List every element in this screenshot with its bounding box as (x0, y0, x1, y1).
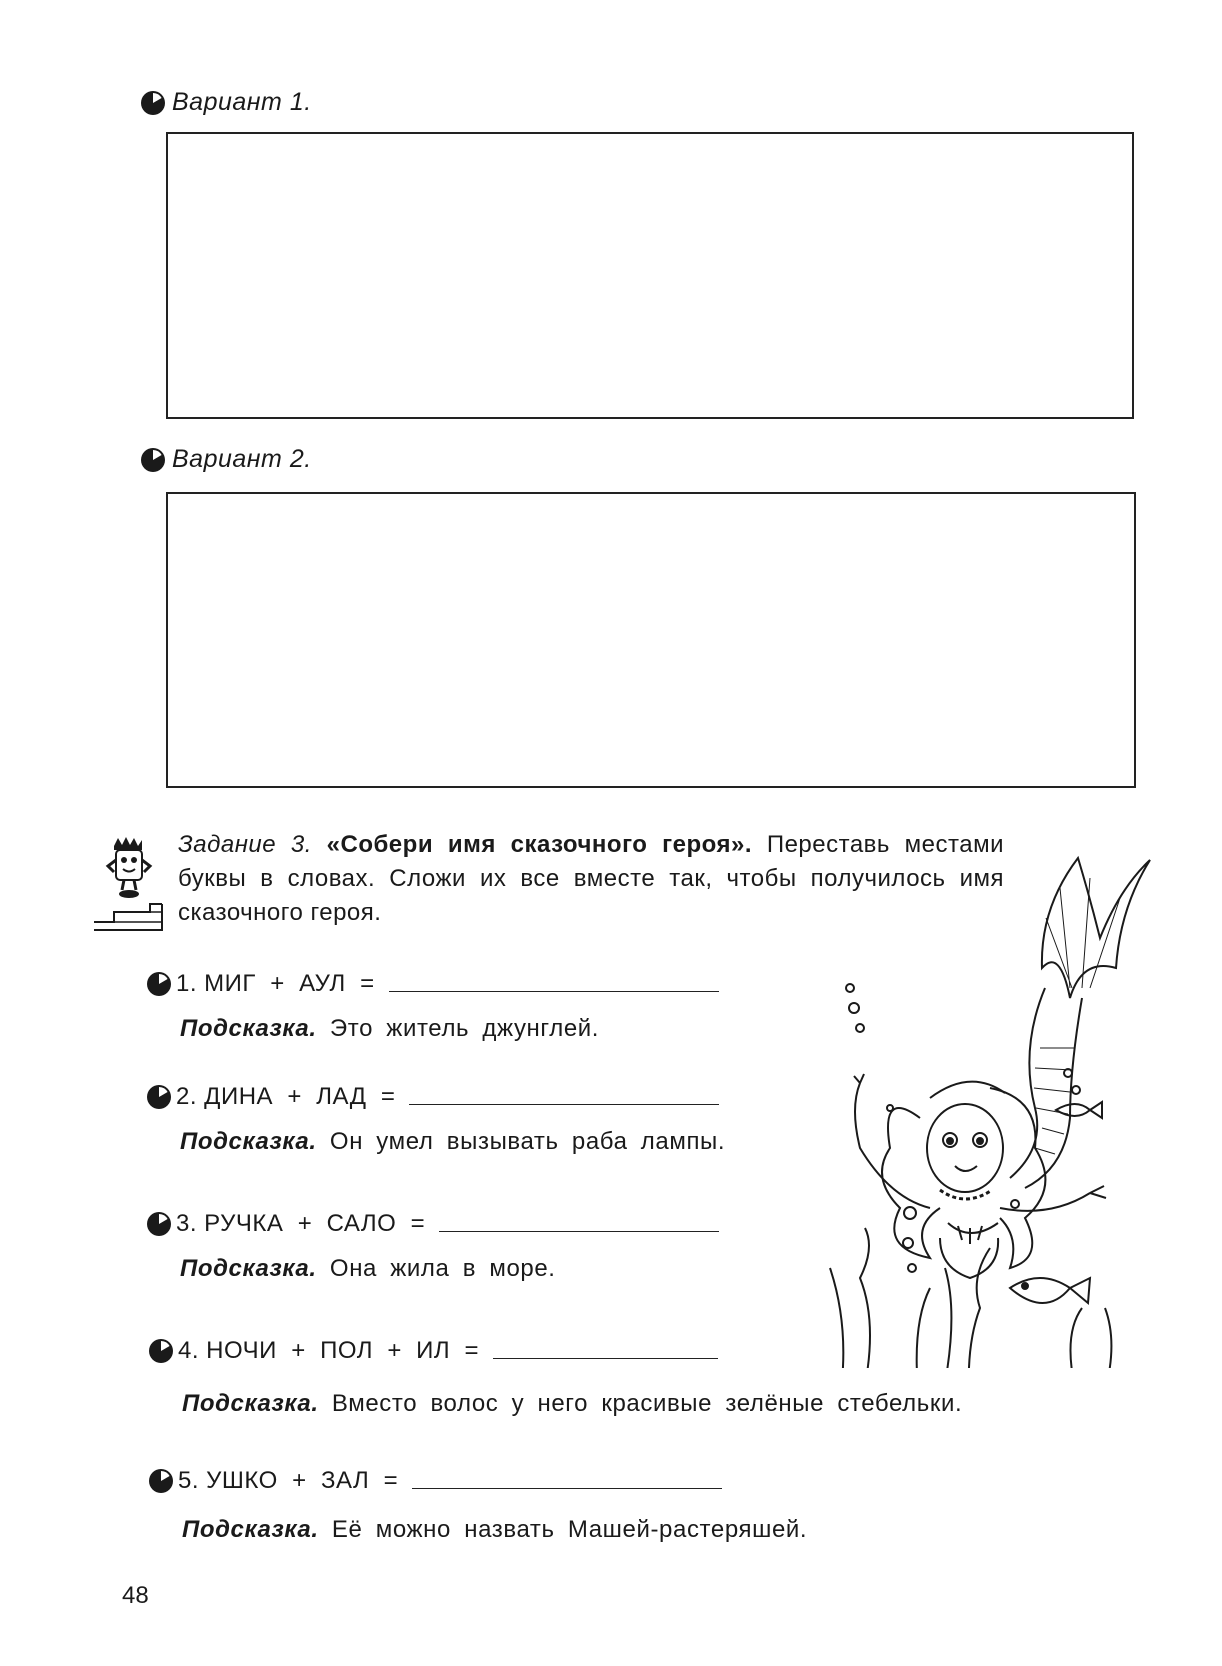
task-prefix: Задание 3. (178, 831, 312, 858)
clock-icon (146, 971, 172, 997)
item-4-equation: 4. НОЧИ + ПОЛ + ИЛ = (178, 1337, 480, 1364)
clock-icon (140, 90, 166, 116)
answer-box-variant-2[interactable] (166, 492, 1136, 788)
variant-2-label: Вариант 2. (140, 445, 312, 474)
clock-icon (140, 447, 166, 473)
variant-1-label: Вариант 1. (140, 88, 312, 117)
clock-icon (148, 1468, 174, 1494)
item-3-equation: 3. РУЧКА + САЛО = (176, 1210, 426, 1237)
item-1-hint: Подсказка. Это житель джунглей. (180, 1015, 600, 1042)
item-5-equation: 5. УШКО + ЗАЛ = (178, 1467, 399, 1494)
item-2-hint: Подсказка. Он умел вызывать раба лампы. (180, 1128, 726, 1155)
item-3-answer-line[interactable] (439, 1230, 719, 1232)
item-4-answer-line[interactable] (493, 1357, 718, 1359)
clock-icon (146, 1211, 172, 1237)
mermaid-illustration (820, 848, 1170, 1368)
page-number: 48 (122, 1582, 149, 1609)
item-1-answer-line[interactable] (389, 990, 719, 992)
answer-box-variant-1[interactable] (166, 132, 1134, 419)
item-2-answer-line[interactable] (409, 1103, 719, 1105)
item-2 (146, 1083, 719, 1111)
item-5 (148, 1467, 722, 1495)
item-4-hint: Подсказка. Вместо волос у него красивые зелёные стебельки. (182, 1390, 963, 1417)
item-1 (146, 970, 719, 998)
item-1-equation: 1. МИГ + АУЛ = (176, 970, 375, 997)
item-5-answer-line[interactable] (412, 1487, 722, 1489)
item-5-hint: Подсказка. Её можно назвать Машей-растеряшей. (182, 1516, 808, 1543)
clock-icon (146, 1084, 172, 1110)
clock-icon (148, 1338, 174, 1364)
task-text: Переставь местами буквы в словах. Сложи их все вместе так, чтобы получилось имя сказочного героя. (178, 831, 1005, 926)
item-2-equation: 2. ДИНА + ЛАД = (176, 1083, 396, 1110)
task-title: «Собери имя сказочного героя». (326, 831, 753, 858)
character-on-steps-icon (92, 836, 164, 932)
item-3-hint: Подсказка. Она жила в море. (180, 1255, 556, 1282)
item-4 (148, 1337, 718, 1365)
item-3 (146, 1210, 719, 1238)
